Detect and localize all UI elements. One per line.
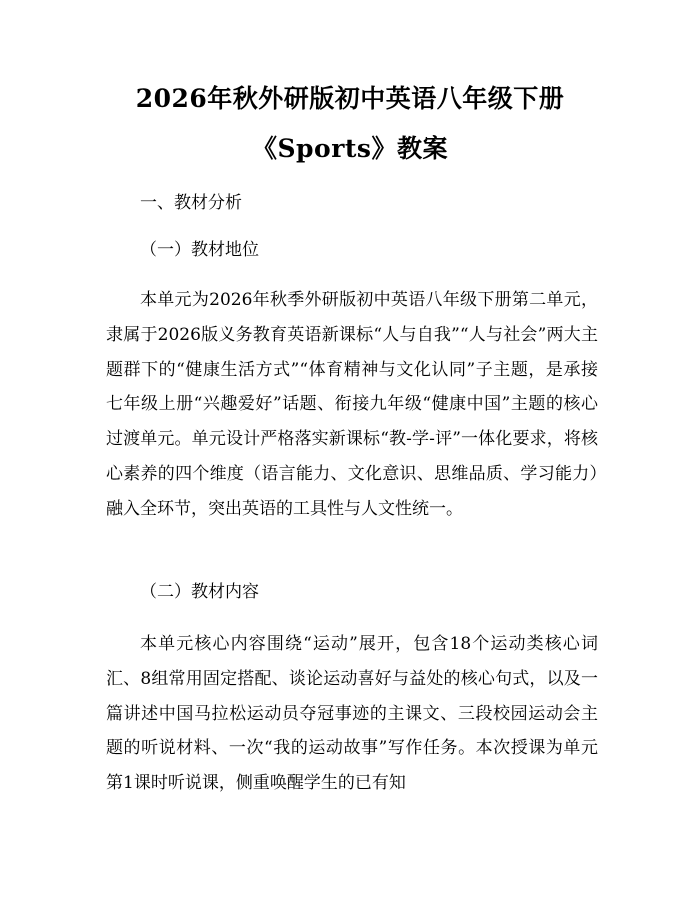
section-heading-textbook-analysis: 一、教材分析 xyxy=(140,193,242,213)
subsection-heading-textbook-content: （二）教材内容 xyxy=(140,582,259,602)
subsection-heading-textbook-status: （一）教材地位 xyxy=(140,240,259,260)
document-title-line2: 《Sports》教案 xyxy=(251,134,448,163)
paragraph-textbook-status: 本单元为2026年秋季外研版初中英语八年级下册第二单元，隶属于2026版义务教育英语新课标“人与自我”“人与社会”两大主题群下的“健康生活方式”“体育精神与文化认同”子主题，是承接七年级上册“兴趣爱好”话题、衔接九年级“健康中国”主题的核心过渡单元。单元设计严格落实新课标“教-学-评”一体化要求，将核心素养的四个维度（语言能力、文化意识、思维品质、学习能力）融入全环节，突出英语的工具性与人文性统一。 xyxy=(106,290,598,519)
paragraph-textbook-content: 本单元核心内容围绕“运动”展开，包含18个运动类核心词汇、8组常用固定搭配、谈论运动喜好与益处的核心句式，以及一篇讲述中国马拉松运动员夺冠事迹的主课文、三段校园运动会主题的听说材料、一次“我的运动故事”写作任务。本次授课为单元第1课时听说课，侧重唤醒学生的已有知 xyxy=(106,634,598,794)
document-title-line1: 2026年秋外研版初中英语八年级下册 xyxy=(135,84,565,113)
